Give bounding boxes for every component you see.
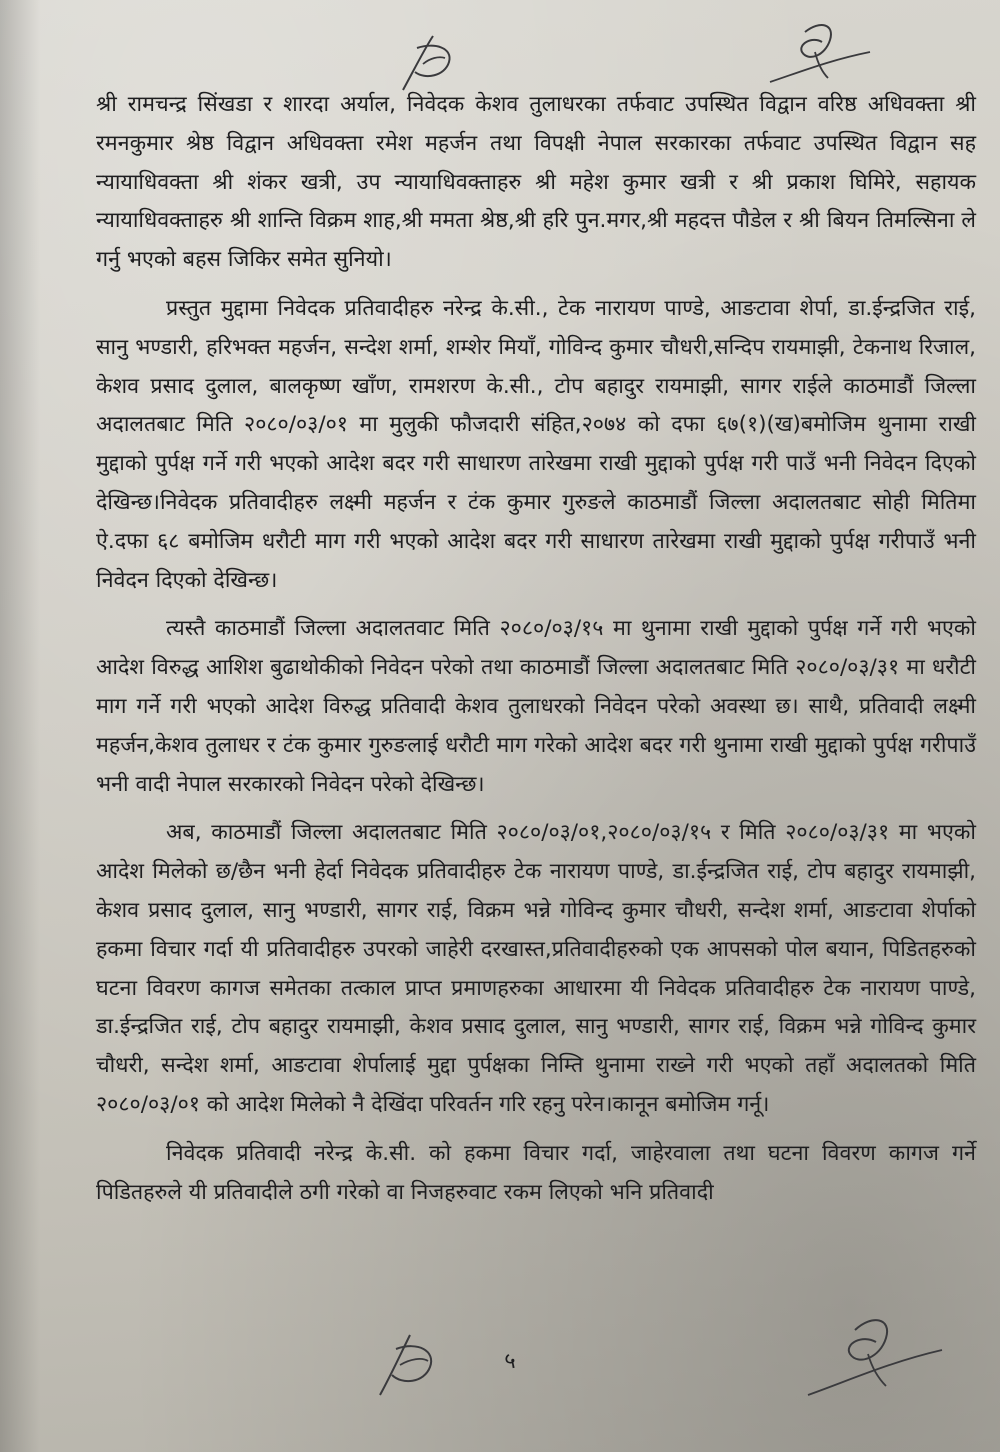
- paragraph-4: अब, काठमाडौं जिल्ला अदालतबाट मिति २०८०/०३/०१,२०८०/०३/१५ र मिति २०८०/०३/३१ मा भएको आदेश मिलेको छ/छैन भनी हेर्दा निवेदक प्रतिवादीहरु टेक नारायण पाण्डे, डा.ईन्द्रजित राई, टोप बहादुर रायमाझी, केशव प्रसाद दुलाल, सानु भण्डारी, सागर राई, विक्रम भन्ने गोविन्द कुमार चौधरी, सन्देश शर्मा, आङटावा शेर्पाको हकमा विचार गर्दा यी प्रतिवादीहरु उपरको जाहेरी दरखास्त,प्रतिवादीहरुको एक आपसको पोल बयान, पिडितहरुको घटना विवरण कागज समेतका तत्काल प्राप्त प्रमाणहरुका आधारमा यी निवेदक प्रतिवादीहरु टेक नारायण पाण्डे, डा.ईन्द्रजित राई, टोप बहादुर रायमाझी, केशव प्रसाद दुलाल, सानु भण्डारी, सागर राई, विक्रम भन्ने गोविन्द कुमार चौधरी, सन्देश शर्मा, आङटावा शेर्पालाई मुद्दा पुर्पक्षका निम्ति थुनामा राख्ने गरी भएको तहाँ अदालतको मिति २०८०/०३/०१ को आदेश मिलेको नै देखिंदा परिवर्तन गरि रहनु परेन।कानून बमोजिम गर्नू।: [96, 820, 976, 1117]
- bottom-left-initial-signature: [370, 1325, 450, 1405]
- top-right-initial-signature: [760, 12, 880, 97]
- paragraph-1: श्री रामचन्द्र सिंखडा र शारदा अर्याल, निवेदक केशव तुलाधरका तर्फवाट उपस्थित विद्वान वरिष्ठ अधिवक्ता श्री रमनकुमार श्रेष्ठ विद्वान अधिवक्ता रमेश महर्जन तथा विपक्षी नेपाल सरकारका तर्फवाट उपस्थित विद्वान सह न्यायाधिवक्ता श्री शंकर खत्री, उप न्यायाधिवक्ताहरु श्री महेश कुमार खत्री र श्री प्रकाश घिमिरे, सहायक न्यायाधिवक्ताहरु श्री शान्ति विक्रम शाह,श्री ममता श्रेष्ठ,श्री हरि पुन.मगर,श्री महदत्त पौडेल र श्री बियन तिमल्सिना ले गर्नु भएको बहस जिकिर समेत सुनियो।: [96, 92, 976, 273]
- page-number: ५: [504, 1349, 516, 1374]
- paragraph-2: प्रस्तुत मुद्दामा निवेदक प्रतिवादीहरु नरेन्द्र के.सी., टेक नारायण पाण्डे, आङटावा शेर्पा, डा.ईन्द्रजित राई, सानु भण्डारी, हरिभक्त महर्जन, सन्देश शर्मा, शम्शेर मियाँ, गोविन्द कुमार चौधरी,सन्दिप रायमाझी, टेकनाथ रिजाल, केशव प्रसाद दुलाल, बालकृष्ण खाँण, रामशरण के.सी., टोप बहादुर रायमाझी, सागर राईले काठमाडौं जिल्ला अदालतबाट मिति २०८०/०३/०१ मा मुलुकी फौजदारी संहित,२०७४ को दफा ६७(१)(ख)बमोजिम थुनामा राखी मुद्दाको पुर्पक्ष गर्ने गरी भएको आदेश बदर गरी साधारण तारेखमा राखी मुद्दाको पुर्पक्ष गरी पाउँ भनी निवेदन दिएको देखिन्छ।निवेदक प्रतिवादीहरु लक्ष्मी महर्जन र टंक कुमार गुरुङले काठमाडौं जिल्ला अदालतबाट सोही मितिमा ऐ.दफा ६८ बमोजिम धरौटी माग गरी भएको आदेश बदर गरी साधारण तारेखमा राखी मुद्दाको पुर्पक्ष गरीपाउँ भनी निवेदन दिएको देखिन्छ।: [96, 295, 976, 593]
- page-edge-shadow: [0, 0, 40, 1452]
- bottom-right-initial-signature: [800, 1300, 950, 1410]
- document-body: [96, 86, 976, 1222]
- paragraph-5: निवेदक प्रतिवादी नरेन्द्र के.सी. को हकमा विचार गर्दा, जाहेरवाला तथा घटना विवरण कागज गर्ने पिडितहरुले यी प्रतिवादीले ठगी गरेको वा निजहरुवाट रकम लिएको भनि प्रतिवादी: [96, 1140, 976, 1205]
- paragraph-3: त्यस्तै काठमाडौं जिल्ला अदालतवाट मिति २०८०/०३/१५ मा थुनामा राखी मुद्दाको पुर्पक्ष गर्ने गरी भएको आदेश विरुद्ध आशिश बुढाथोकीको निवेदन परेको तथा काठमाडौं जिल्ला अदालतबाट मिति २०८०/०३/३१ मा धरौटी माग गर्ने गरी भएको आदेश विरुद्ध प्रतिवादी केशव तुलाधरको निवेदन परेको अवस्था छ। साथै, प्रतिवादी लक्ष्मी महर्जन,केशव तुलाधर र टंक कुमार गुरुङलाई धरौटी माग गरेको आदेश बदर गरी थुनामा राखी मुद्दाको पुर्पक्ष गरीपाउँ भनी वादी नेपाल सरकारको निवेदन परेको देखिन्छ।: [96, 616, 976, 797]
